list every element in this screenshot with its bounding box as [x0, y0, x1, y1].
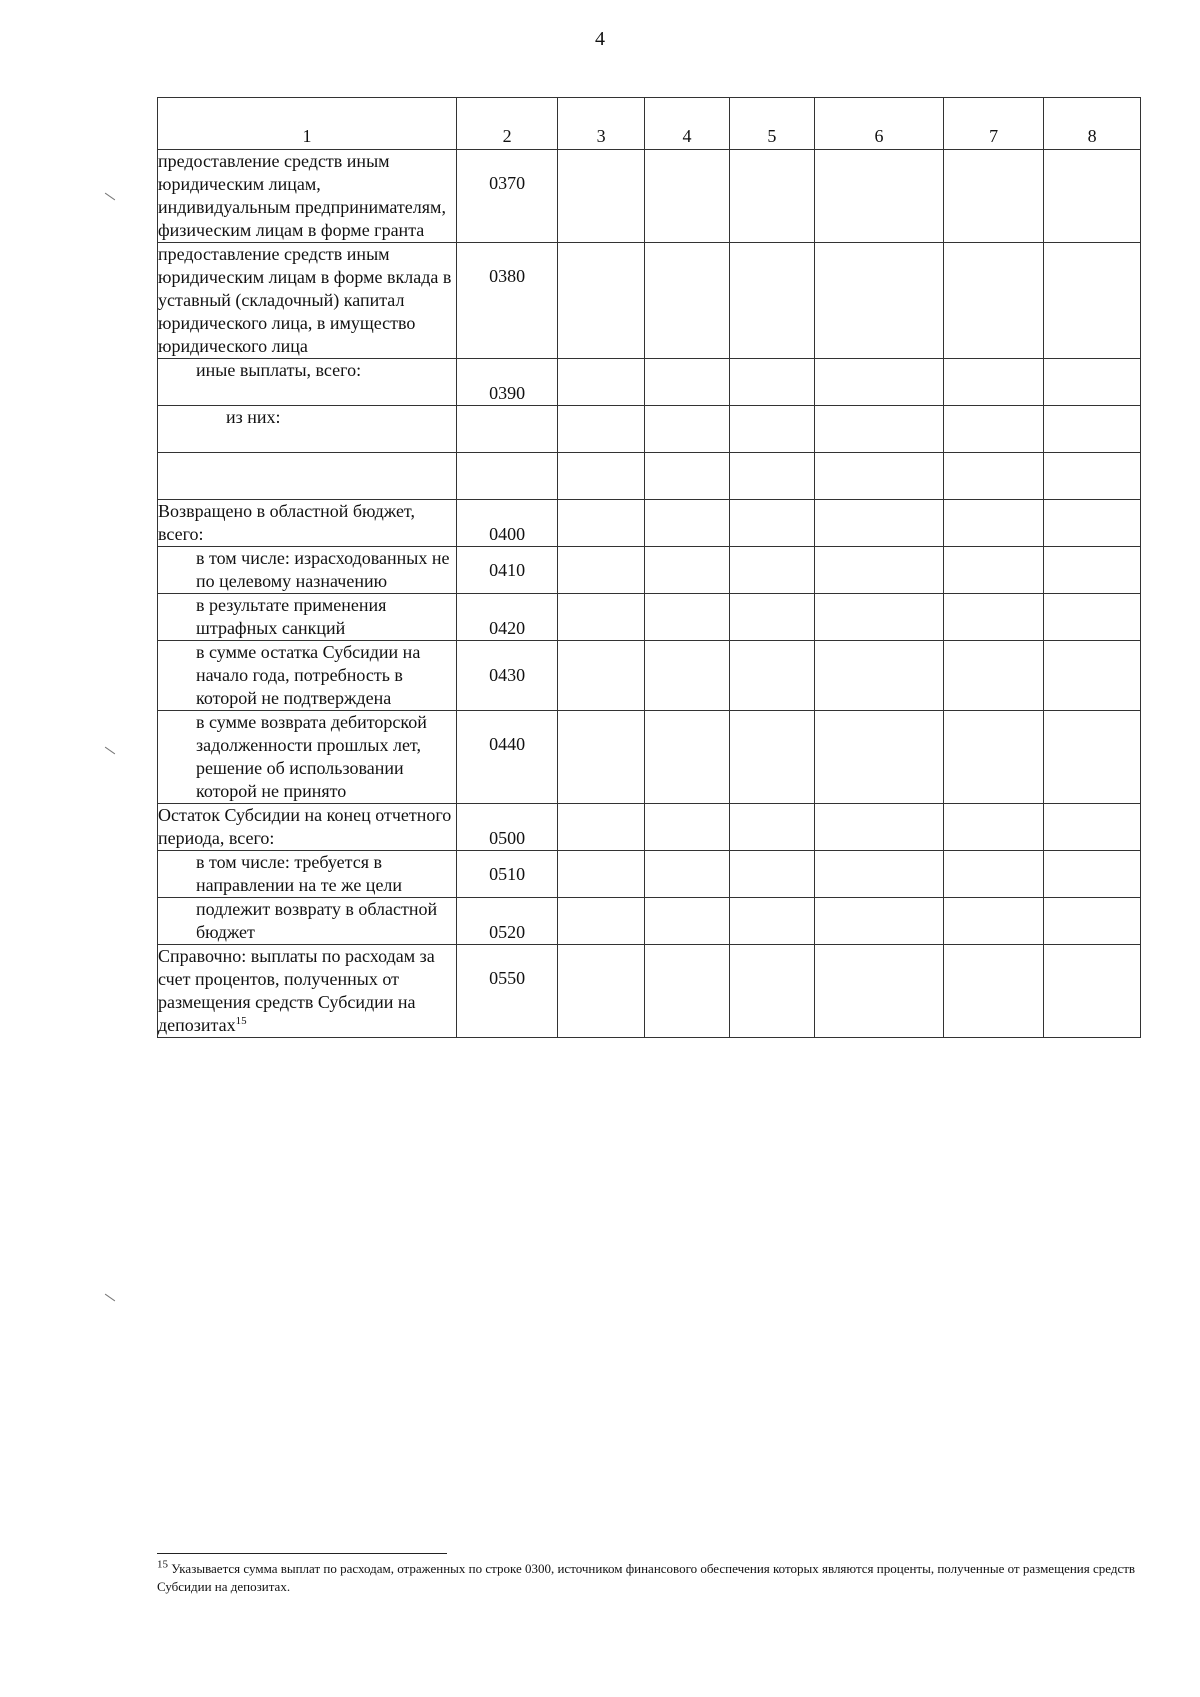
table-row: [158, 406, 1141, 453]
column-header-7: 7: [944, 98, 1044, 150]
cell: [729, 711, 814, 804]
cell: [1044, 406, 1141, 453]
cell: [558, 945, 645, 1038]
row-code: 0400: [457, 500, 558, 547]
cell: [1044, 641, 1141, 711]
row-code: [457, 453, 558, 500]
cell: [645, 945, 730, 1038]
cell: [944, 500, 1044, 547]
footnote-marker: 15: [235, 1015, 247, 1027]
cell: [814, 898, 943, 945]
row-code: [457, 406, 558, 453]
column-header-3: 3: [558, 98, 645, 150]
table-row: [158, 594, 1141, 641]
cell: [814, 500, 943, 547]
cell: [729, 500, 814, 547]
cell: [645, 500, 730, 547]
footnote: [157, 1560, 1142, 1596]
table-row: [158, 641, 1141, 711]
row-label: предоставление средств иным юридическим лицам в форме вклада в уставный (складочный) капитал юридического лица, в имущество юридического лица: [158, 243, 457, 359]
cell: [944, 851, 1044, 898]
cell: [944, 641, 1044, 711]
cell: [645, 150, 730, 243]
footnote-separator: [157, 1553, 447, 1554]
row-label: в сумме возврата дебиторской задолженности прошлых лет, решение об использовании которой не принято: [158, 711, 457, 804]
cell: [645, 898, 730, 945]
cell: [729, 851, 814, 898]
column-header-6: 6: [814, 98, 943, 150]
cell: [729, 150, 814, 243]
column-header-2: 2: [457, 98, 558, 150]
row-label: иные выплаты, всего:: [158, 359, 457, 406]
cell: [944, 453, 1044, 500]
cell: [944, 804, 1044, 851]
cell: [558, 243, 645, 359]
cell: [558, 406, 645, 453]
cell: [1044, 453, 1141, 500]
row-code: 0420: [457, 594, 558, 641]
cell: [814, 243, 943, 359]
cell: [814, 150, 943, 243]
row-code: 0380: [457, 243, 558, 359]
cell: [1044, 945, 1141, 1038]
cell: [558, 594, 645, 641]
cell: [814, 851, 943, 898]
cell: [729, 945, 814, 1038]
cell: [1044, 359, 1141, 406]
cell: [1044, 898, 1141, 945]
table-row: [158, 804, 1141, 851]
row-label: из них:: [158, 406, 457, 453]
row-label: в том числе: требуется в направлении на те же цели: [158, 851, 457, 898]
cell: [729, 359, 814, 406]
cell: [1044, 851, 1141, 898]
footnote-text: Указывается сумма выплат по расходам, отраженных по строке 0300, источником финансового обеспечения которых являются проценты, полученные от размещения средств Субсидии на депозитах.: [157, 1561, 1136, 1594]
cell: [1044, 150, 1141, 243]
table-row: [158, 243, 1141, 359]
cell: [645, 851, 730, 898]
cell: [944, 711, 1044, 804]
cell: [1044, 500, 1141, 547]
row-code: 0390: [457, 359, 558, 406]
column-header-8: 8: [1044, 98, 1141, 150]
cell: [814, 804, 943, 851]
cell: [558, 453, 645, 500]
cell: [558, 359, 645, 406]
cell: [645, 711, 730, 804]
scan-mark: [105, 1294, 115, 1302]
row-code: 0370: [457, 150, 558, 243]
cell: [1044, 594, 1141, 641]
row-code: 0520: [457, 898, 558, 945]
cell: [645, 359, 730, 406]
cell: [944, 594, 1044, 641]
row-label-reference: [158, 945, 457, 1038]
cell: [645, 547, 730, 594]
scan-mark: [105, 193, 115, 201]
cell: [729, 594, 814, 641]
column-header-1: 1: [158, 98, 457, 150]
cell: [729, 804, 814, 851]
cell: [944, 945, 1044, 1038]
cell: [814, 359, 943, 406]
page-number: 4: [595, 28, 605, 50]
table-row: [158, 453, 1141, 500]
table-row: [158, 898, 1141, 945]
table-row: [158, 851, 1141, 898]
cell: [729, 547, 814, 594]
cell: [814, 945, 943, 1038]
report-table: [157, 97, 1141, 1038]
scan-mark: [105, 747, 115, 755]
row-code: 0440: [457, 711, 558, 804]
row-label: [158, 453, 457, 500]
cell: [1044, 547, 1141, 594]
cell: [645, 453, 730, 500]
cell: [814, 641, 943, 711]
cell: [1044, 711, 1141, 804]
column-header-4: 4: [645, 98, 730, 150]
cell: [944, 359, 1044, 406]
cell: [814, 453, 943, 500]
cell: [558, 898, 645, 945]
row-label: в сумме остатка Субсидии на начало года, потребность в которой не подтверждена: [158, 641, 457, 711]
cell: [814, 594, 943, 641]
cell: [645, 243, 730, 359]
cell: [558, 641, 645, 711]
row-label: в результате применения штрафных санкций: [158, 594, 457, 641]
table-row: [158, 150, 1141, 243]
cell: [558, 804, 645, 851]
cell: [645, 804, 730, 851]
row-label: Возвращено в областной бюджет, всего:: [158, 500, 457, 547]
cell: [944, 150, 1044, 243]
cell: [729, 641, 814, 711]
cell: [558, 711, 645, 804]
table-row: [158, 500, 1141, 547]
table-row: [158, 945, 1141, 1038]
cell: [729, 453, 814, 500]
cell: [558, 547, 645, 594]
cell: [814, 711, 943, 804]
cell: [1044, 804, 1141, 851]
cell: [1044, 243, 1141, 359]
row-code: 0410: [457, 547, 558, 594]
cell: [944, 898, 1044, 945]
row-code: 0550: [457, 945, 558, 1038]
table-row: [158, 711, 1141, 804]
row-label: подлежит возврату в областной бюджет: [158, 898, 457, 945]
cell: [645, 406, 730, 453]
cell: [645, 641, 730, 711]
footnote-number: 15: [157, 1558, 168, 1571]
row-label: предоставление средств иным юридическим лицам, индивидуальным предпринимателям, физическим лицам в форме гранта: [158, 150, 457, 243]
row-code: 0510: [457, 851, 558, 898]
row-label-text: Справочно: выплаты по расходам за счет процентов, полученных от размещения средств Субсидии на депозитах: [158, 946, 435, 1035]
table-row: [158, 547, 1141, 594]
cell: [814, 406, 943, 453]
cell: [558, 150, 645, 243]
row-code: 0500: [457, 804, 558, 851]
row-label: в том числе: израсходованных не по целевому назначению: [158, 547, 457, 594]
cell: [558, 851, 645, 898]
cell: [814, 547, 943, 594]
cell: [944, 547, 1044, 594]
row-label: Остаток Субсидии на конец отчетного периода, всего:: [158, 804, 457, 851]
cell: [558, 500, 645, 547]
cell: [729, 243, 814, 359]
cell: [944, 406, 1044, 453]
cell: [645, 594, 730, 641]
table-header-row: [158, 98, 1141, 150]
cell: [729, 406, 814, 453]
cell: [729, 898, 814, 945]
row-code: 0430: [457, 641, 558, 711]
cell: [944, 243, 1044, 359]
table-row: [158, 359, 1141, 406]
column-header-5: 5: [729, 98, 814, 150]
